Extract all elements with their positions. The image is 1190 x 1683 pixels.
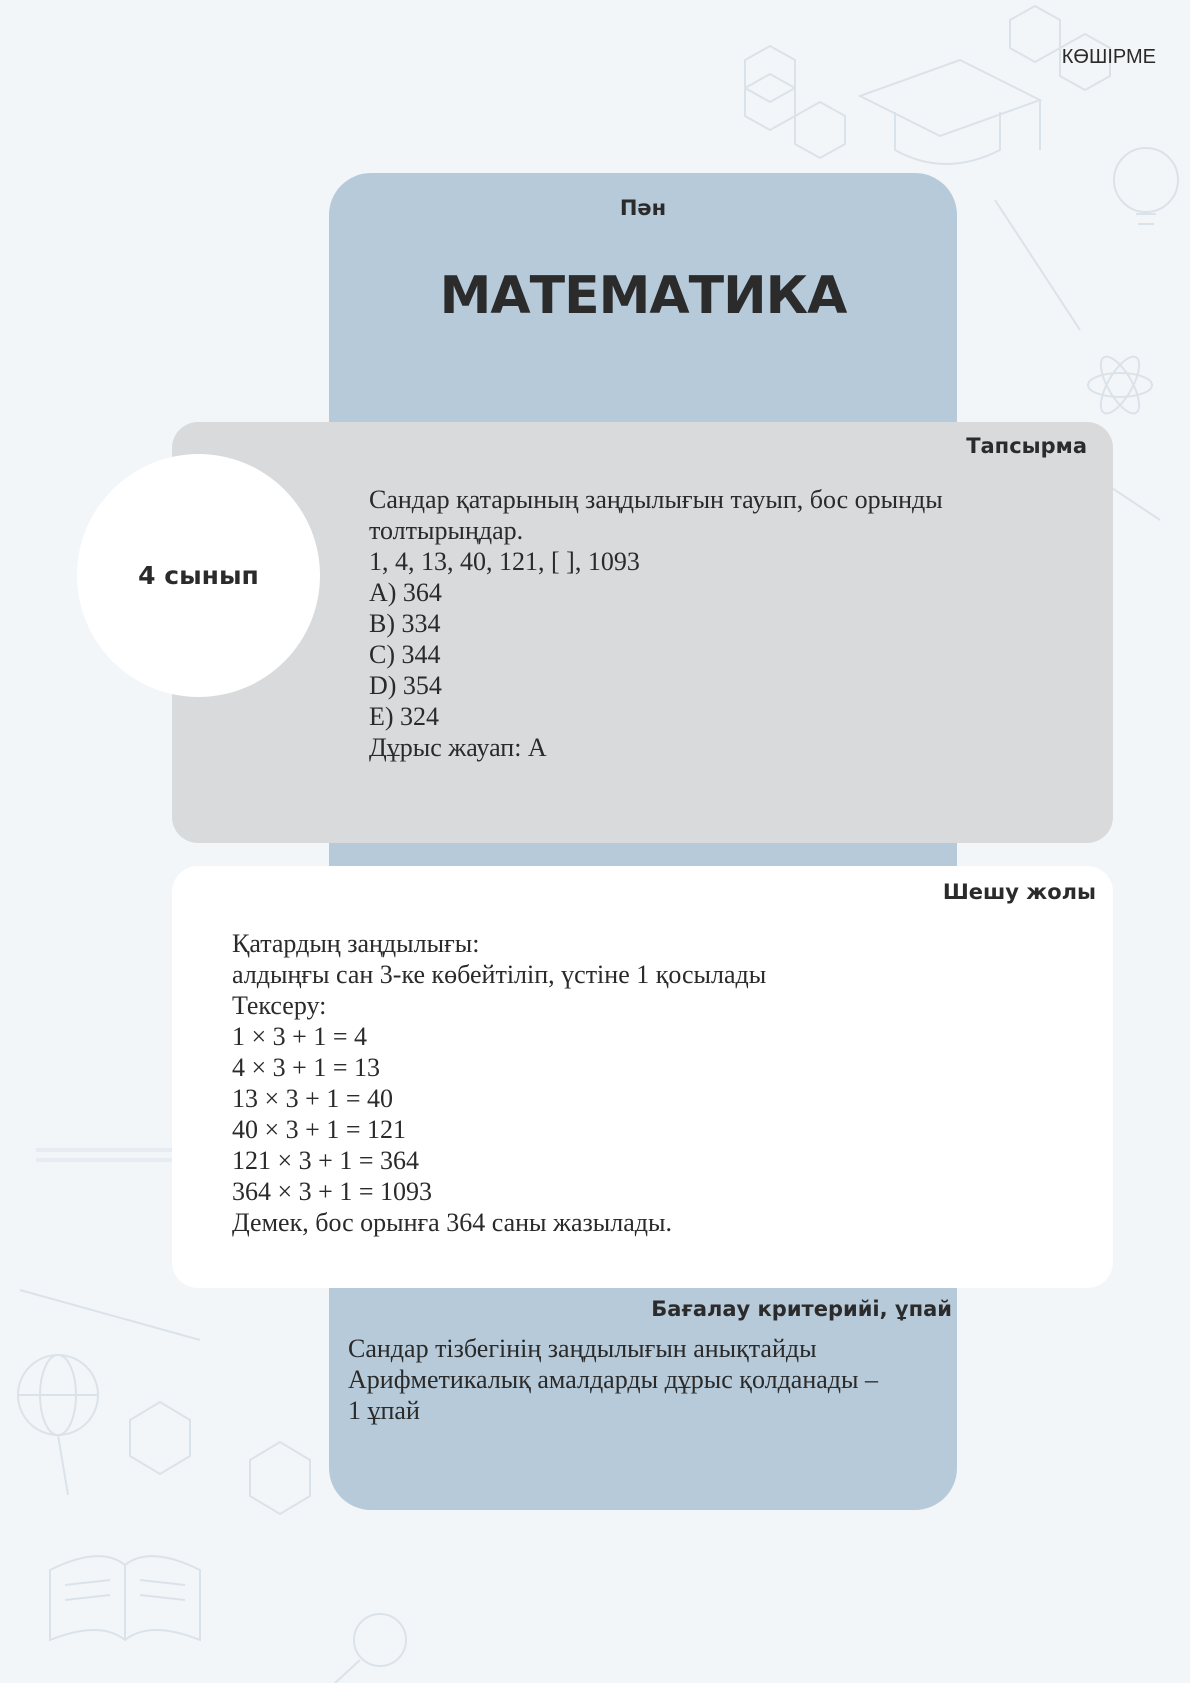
answer-option-b: B) 334 <box>369 609 441 638</box>
solution-line: алдыңғы сан 3-ке көбейтіліп, үстіне 1 қосылады <box>232 960 767 989</box>
lightbulb-icon <box>1114 148 1178 212</box>
hexagon-shape <box>130 1402 190 1474</box>
criteria-line: 1 ұпай <box>348 1396 420 1425</box>
solution-line: Қатардың заңдылығы: <box>232 929 480 958</box>
task-line: Сандар қатарының заңдылығын тауып, бос орынды <box>369 485 943 514</box>
atom-icon <box>1088 373 1152 397</box>
subject-label: Пән <box>619 196 667 220</box>
task-text <box>369 484 1069 763</box>
solution-line: Демек, бос орынға 364 саны жазылады. <box>232 1208 672 1237</box>
solution-line: 121 × 3 + 1 = 364 <box>232 1146 419 1175</box>
task-heading: Тапсырма <box>966 434 1087 458</box>
hexagon-shape <box>250 1442 310 1514</box>
solution-line: 1 × 3 + 1 = 4 <box>232 1022 367 1051</box>
answer-option-a: A) 364 <box>369 578 442 607</box>
decor-bar <box>36 1148 176 1152</box>
solution-line: 364 × 3 + 1 = 1093 <box>232 1177 432 1206</box>
answer-option-c: C) 344 <box>369 640 441 669</box>
solution-line: 40 × 3 + 1 = 121 <box>232 1115 406 1144</box>
answer-option-d: D) 354 <box>369 671 442 700</box>
solution-line: 13 × 3 + 1 = 40 <box>232 1084 393 1113</box>
grade-badge <box>77 454 320 697</box>
decor-bar <box>36 1158 176 1162</box>
correct-answer: Дұрыс жауап: A <box>369 733 547 762</box>
criteria-text <box>348 1333 938 1426</box>
answer-option-e: E) 324 <box>369 702 440 731</box>
copy-label: КӨШІРМЕ <box>1061 46 1156 68</box>
graduation-cap-icon <box>860 60 1040 136</box>
solution-line: Тексеру: <box>232 991 327 1020</box>
subject-title: МАТЕМАТИКА <box>439 266 847 326</box>
solution-text <box>232 928 1052 1238</box>
task-line: толтырыңдар. <box>369 516 524 545</box>
criteria-line: Сандар тізбегінің заңдылығын анықтайды <box>348 1334 817 1363</box>
criteria-line: Арифметикалық амалдарды дұрыс қолданады – <box>348 1365 878 1394</box>
solution-heading: Шешу жолы <box>942 880 1096 904</box>
grade-label: 4 сынып <box>138 561 259 590</box>
magnifier-icon <box>354 1614 406 1666</box>
hexagon-shape <box>1010 6 1060 62</box>
task-sequence: 1, 4, 13, 40, 121, [ ], 1093 <box>369 547 640 576</box>
solution-line: 4 × 3 + 1 = 13 <box>232 1053 380 1082</box>
hexagon-shape <box>795 102 845 158</box>
criteria-heading: Бағалау критерийі, ұпай <box>651 1297 952 1321</box>
